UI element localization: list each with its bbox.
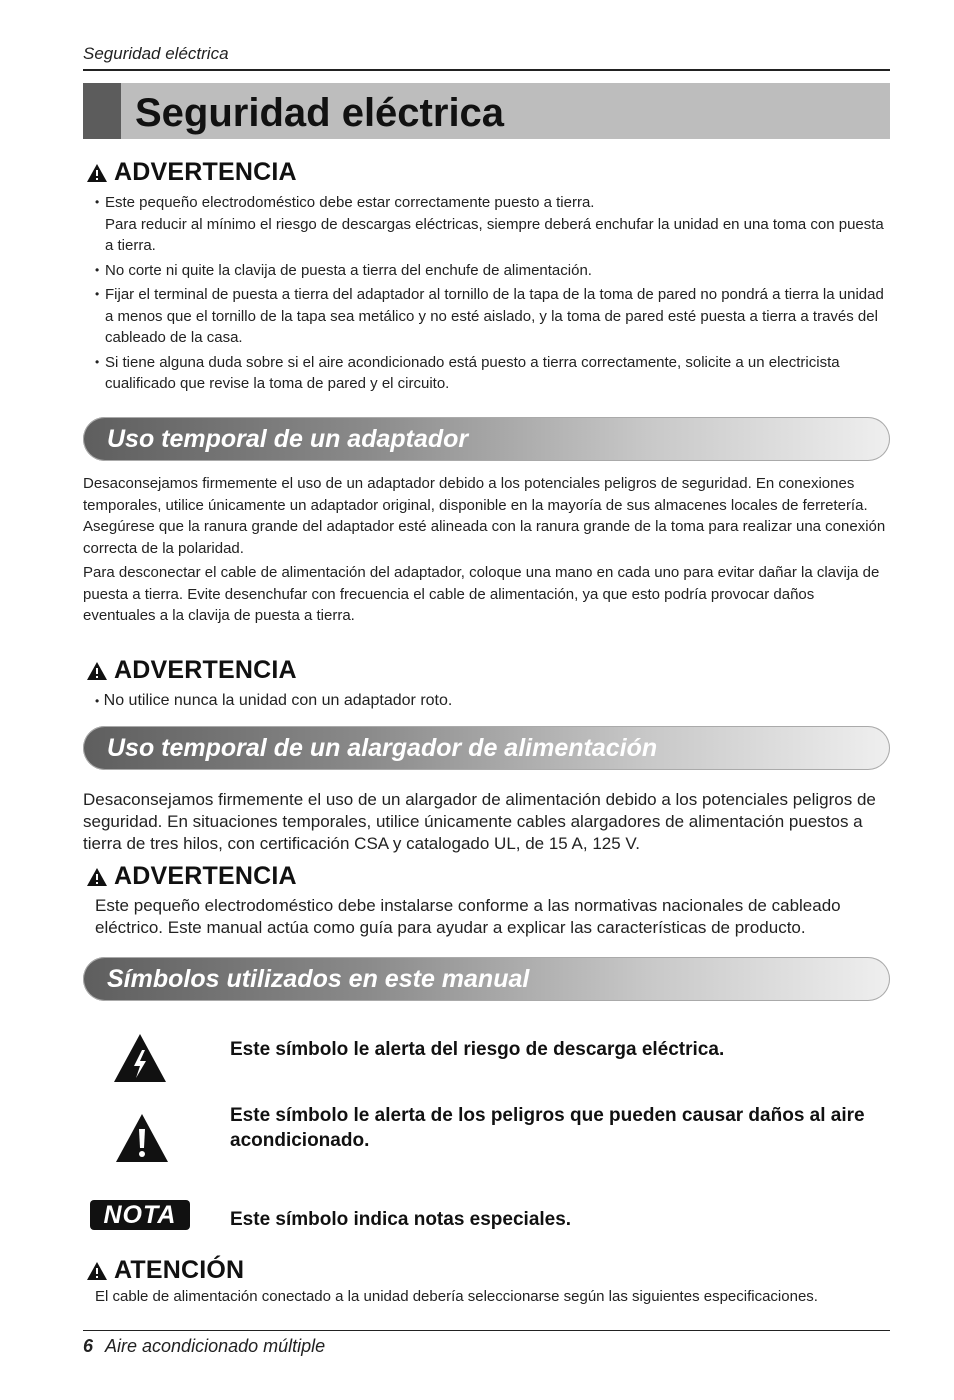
adapter-paragraph-2: Para desconectar el cable de alimentación del adaptador, coloque una mano en cada uno para evitar dañar la clavija de puesta a tierra. Evite desenchufar con frecuencia el cable de alimentación, ya que esto podría provocar daños eventuales a la clavija de puesta a tierra. xyxy=(83,564,880,624)
title-bar-block xyxy=(83,83,121,139)
page-footer xyxy=(83,1336,325,1357)
title-bar xyxy=(83,83,890,139)
warning-section-2 xyxy=(86,656,297,685)
adapter-paragraph-1: Desaconsejamos firmemente el uso de un adaptador debido a los potenciales peligros de seguridad. En conexiones temporales, utilice únicamente un adaptador original, disponible en la mayoría de sus almacenes locales de ferretería. Asegúrese que la ranura grande del adaptador esté alineada con la ranura grande de la toma para realizar una conexión correcta de la polaridad. xyxy=(83,475,886,557)
warning-heading-2: ADVERTENCIA xyxy=(86,656,297,685)
list-item: • Este pequeño electrodoméstico debe estar correctamente puesto a tierra. Para reducir al mínimo el riesgo de descargas eléctricas, siempre deberá enchufar la unidad en una toma con puesta a tierra. xyxy=(95,194,884,254)
exclamation-warning-icon xyxy=(114,1112,170,1164)
warning-text-3: Este pequeño electrodoméstico debe instalarse conforme a las normativas nacionales de cableado eléctrico. Este manual actúa como guía para ayudar a explicar las características de producto. xyxy=(95,896,841,937)
warning-section-1 xyxy=(86,158,297,187)
warning-item-2: • No utilice nunca la unidad con un adaptador roto. xyxy=(95,692,453,709)
section-heading-adapter: Uso temporal de un adaptador xyxy=(107,425,469,453)
nota-badge: NOTA xyxy=(90,1200,190,1230)
warning-heading-1: ADVERTENCIA xyxy=(86,158,297,187)
caution-text: El cable de alimentación conectado a la unidad debería seleccionarse según las siguientes especificaciones. xyxy=(95,1288,818,1305)
section-heading-extension: Uso temporal de un alargador de alimentación xyxy=(107,734,658,762)
section-bar-adapter xyxy=(83,417,890,461)
extension-paragraph: Desaconsejamos firmemente el uso de un alargador de alimentación debido a los potenciales peligros de seguridad. En situaciones temporales, utilice únicamente cables alargadores de alimentación puestos a tierra de tres hilos, con certificación CSA y catalogado UL, de 15 A, 125 V. xyxy=(83,790,876,853)
symbol-text-nota: Este símbolo indica notas especiales. xyxy=(230,1209,572,1230)
section-bar-symbols xyxy=(83,957,890,1001)
running-header: Seguridad eléctrica xyxy=(83,44,229,63)
electric-shock-warning-icon xyxy=(112,1032,168,1084)
symbol-text-exclamation: Este símbolo le alerta de los peligros que pueden causar daños al aire acondicionado. xyxy=(230,1105,865,1151)
section-bar-extension xyxy=(83,726,890,770)
caution-section xyxy=(86,1256,244,1285)
page-number: 6 xyxy=(83,1336,94,1356)
page-title: Seguridad eléctrica xyxy=(135,91,505,135)
warning-section-3 xyxy=(86,862,297,891)
list-item: • No corte ni quite la clavija de puesta a tierra del enchufe de alimentación. xyxy=(95,261,592,279)
caution-heading: ATENCIÓN xyxy=(86,1256,244,1285)
warning-triangle-icon xyxy=(86,1261,108,1281)
warning-triangle-icon xyxy=(86,661,108,681)
header-rule xyxy=(83,69,890,71)
warning-list-1 xyxy=(95,192,885,398)
warning-triangle-icon xyxy=(86,867,108,887)
warning-triangle-icon xyxy=(86,163,108,183)
warning-heading-3: ADVERTENCIA xyxy=(86,862,297,891)
symbol-text-electric: Este símbolo le alerta del riesgo de descarga eléctrica. xyxy=(230,1039,725,1060)
footer-rule xyxy=(83,1330,890,1331)
section-heading-symbols: Símbolos utilizados en este manual xyxy=(107,965,530,993)
footer-text: Aire acondicionado múltiple xyxy=(105,1336,326,1356)
list-item: • Fijar el terminal de puesta a tierra del adaptador al tornillo de la tapa de la toma de pared no pondrá a tierra la unidad a menos que el tornillo de la tapa sea metálico y no esté aislado, y la toma de pared esté puesta a tierra a través del cableado de la casa. xyxy=(95,286,884,346)
list-item: • Si tiene alguna duda sobre si el aire acondicionado está puesto a tierra correctamente, solicite a un electricista cualificado que revise la toma de pared y el circuito. xyxy=(95,353,840,392)
